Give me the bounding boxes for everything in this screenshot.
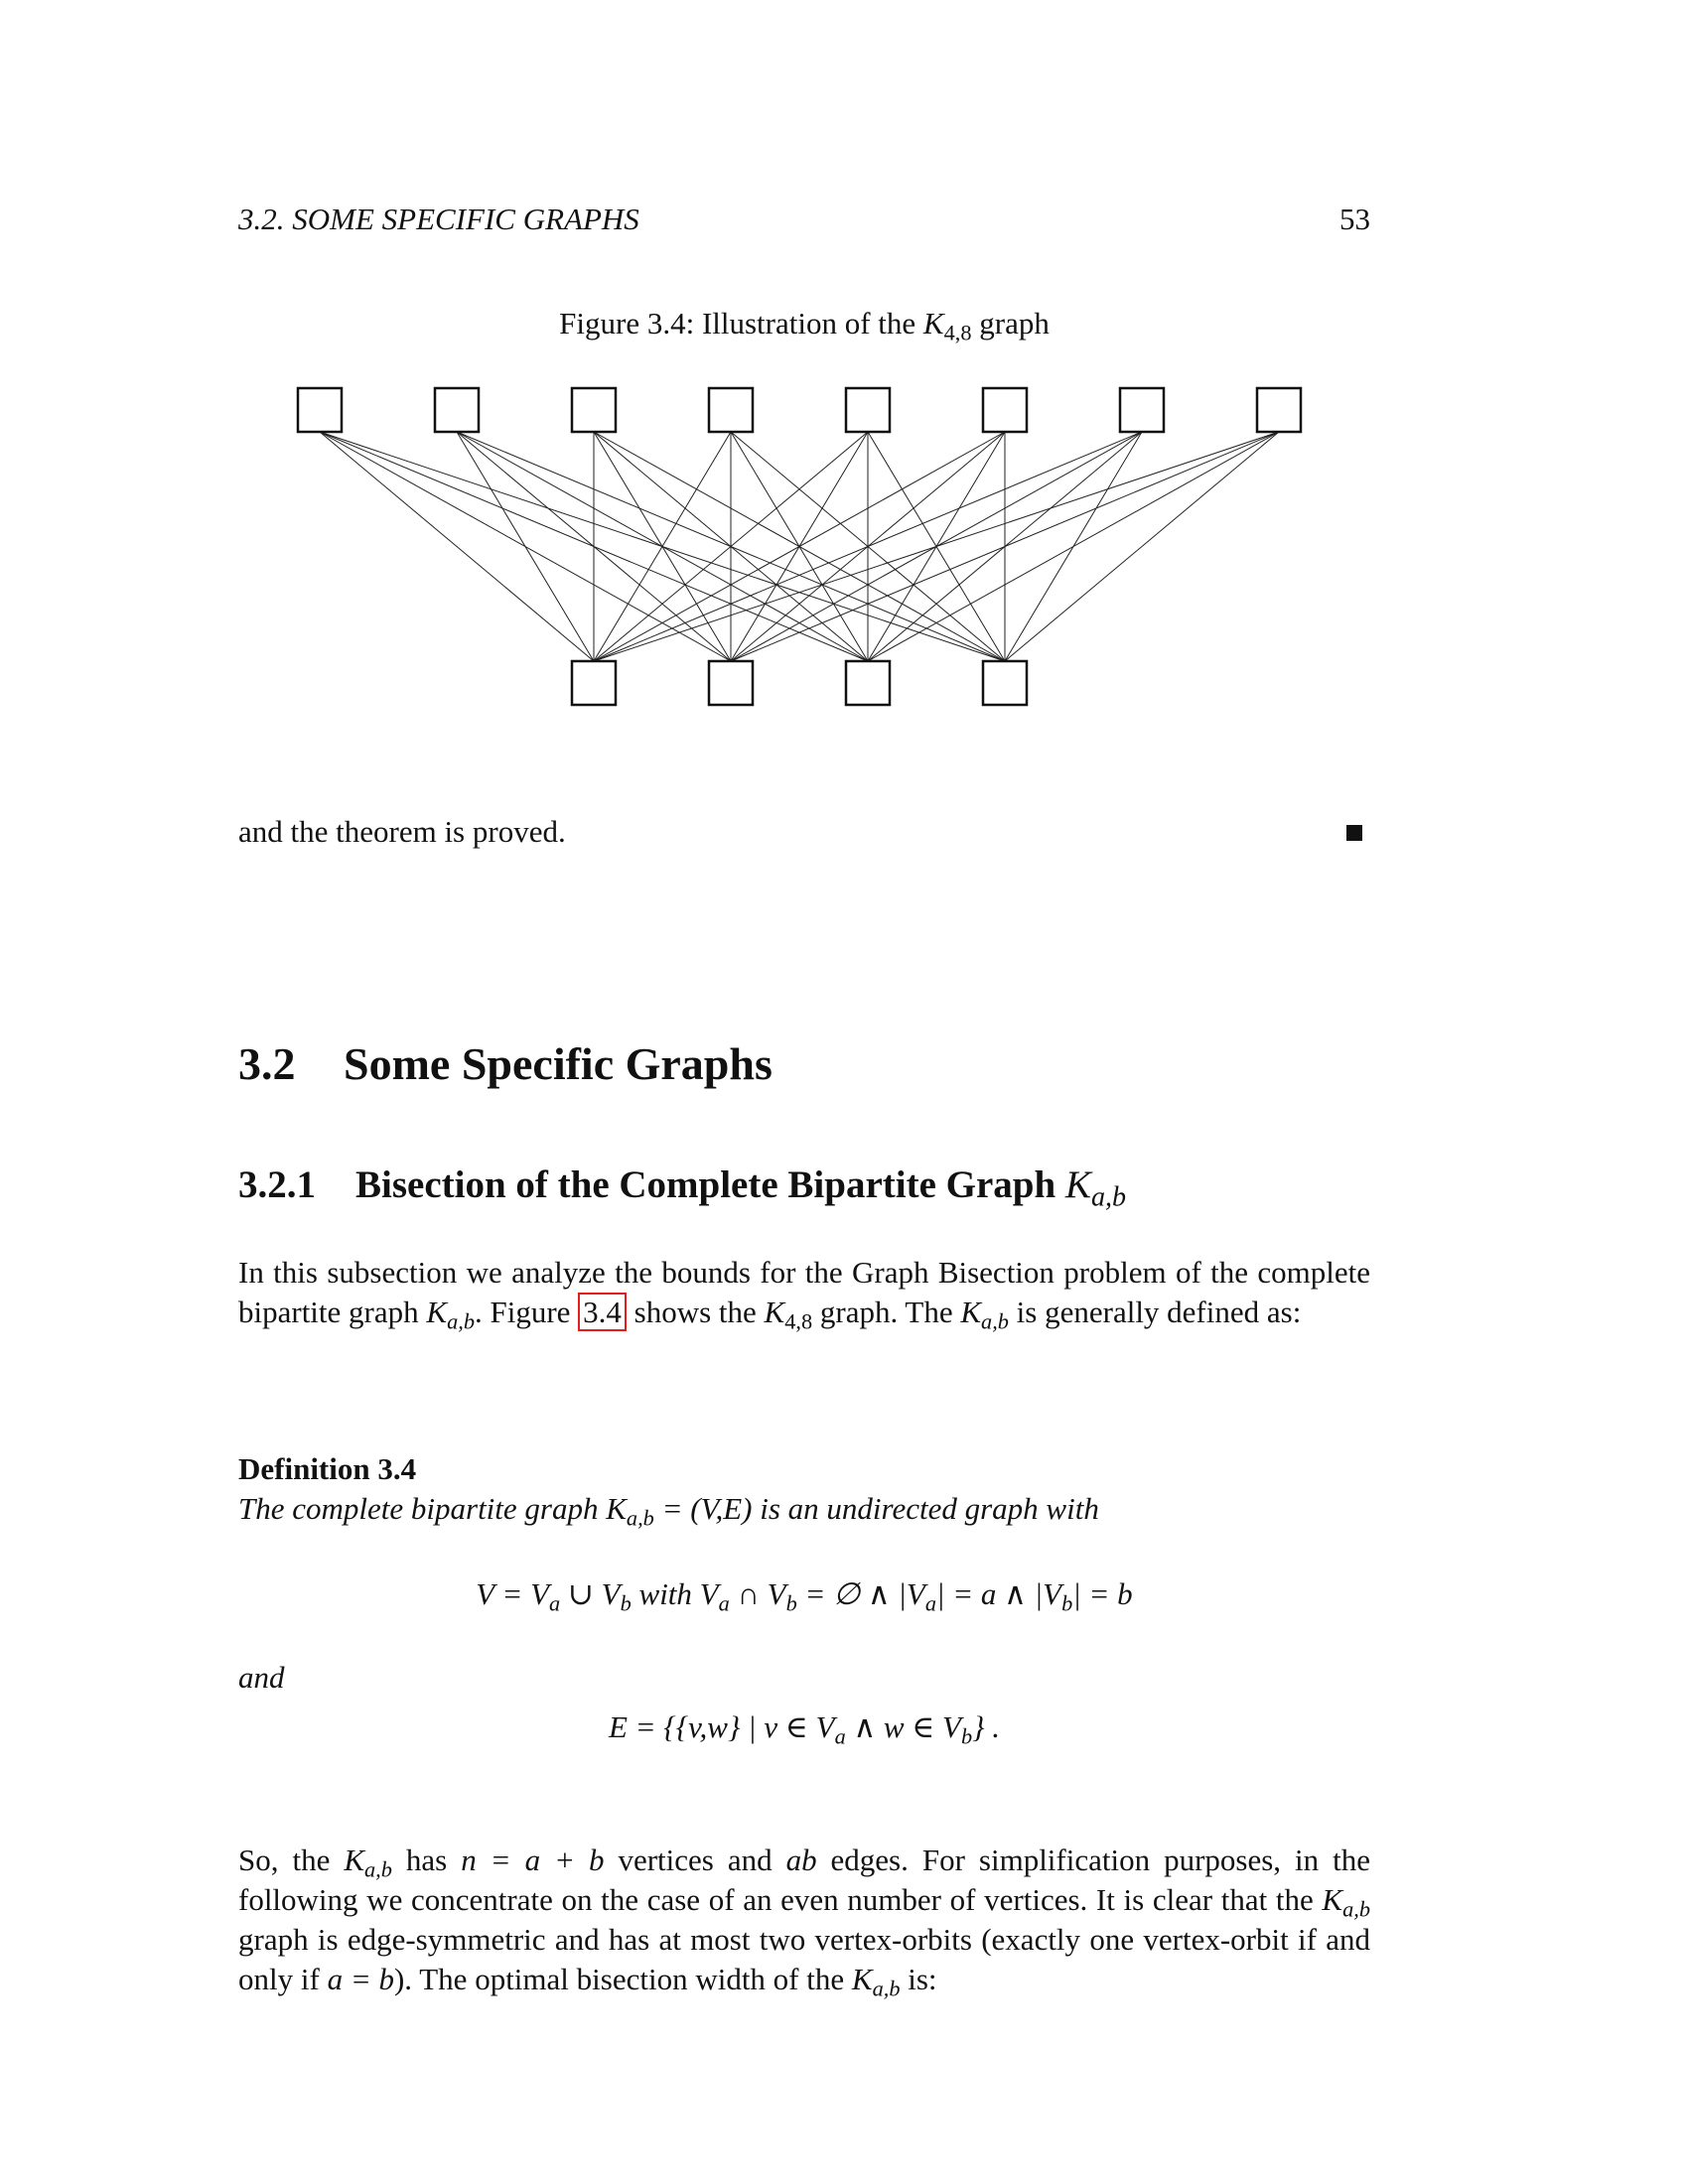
graph-edge	[457, 432, 594, 661]
graph-edge	[594, 432, 1279, 661]
top-vertex	[1120, 388, 1164, 432]
top-vertex	[846, 388, 890, 432]
top-vertex	[298, 388, 342, 432]
bottom-vertex	[572, 661, 616, 705]
subsection-title: Bisection of the Complete Bipartite Graph	[355, 1163, 1065, 1206]
top-vertex	[1257, 388, 1301, 432]
top-vertex	[435, 388, 479, 432]
edge-set-equation: E = {{v,w} | v ∈ $V_a$ ∧ w ∈ $V_b$} .	[608, 1709, 1001, 1749]
vertex-set-equation: $V = V_a$ ∪ $V_b$ with $V_a$ ∩ $V_b$ = ∅ ∧ $|V_a| = a$ ∧ $|V_b| = b$	[476, 1576, 1133, 1616]
page-number: 53	[1339, 202, 1370, 236]
section-title: Some Specific Graphs	[344, 1038, 773, 1089]
section-number: 3.2	[238, 1038, 296, 1089]
figure-caption: Figure 3.4: Illustration of the $K_{4,8}$ graph	[559, 306, 1050, 345]
section-heading	[238, 1037, 773, 1090]
top-vertex	[709, 388, 753, 432]
graph-edge	[1005, 432, 1279, 661]
running-title: 3.2. SOME SPECIFIC GRAPHS	[238, 202, 639, 236]
top-vertex	[572, 388, 616, 432]
bottom-vertex	[846, 661, 890, 705]
subsection-number: 3.2.1	[238, 1163, 316, 1206]
bottom-vertex	[983, 661, 1027, 705]
definition-and: and	[238, 1660, 285, 1695]
subsection-heading: 3.2.1 Bisection of the Complete Bipartite Graph $K_{a,b}$	[238, 1163, 1127, 1213]
k48-graph-figure	[238, 367, 1370, 725]
top-vertex	[983, 388, 1027, 432]
definition-statement: The complete bipartite graph $K_{a,b} = (V,E)$ is an undirected graph with	[238, 1491, 1099, 1531]
figure-reference-link[interactable]: 3.4	[578, 1293, 627, 1331]
definition-label: Definition 3.4	[238, 1451, 417, 1486]
intro-paragraph: In this subsection we analyze the bounds for the Graph Bisection problem of the complete bipartite graph $K_{a,b}$. Figure 3.4 shows the $K_{4,8}$ graph. The $K_{a,b}$ is generally defined as:	[238, 1255, 1370, 1334]
graph-edge	[868, 432, 1279, 661]
analysis-paragraph: So, the $K_{a,b}$ has n = a + b vertices and ab edges. For simplification purposes, in the following we concentrate on the case of an even number of vertices. It is clear that the $K_{a,b}$ graph is edge-symmetric and has at most two vertex-orbits (exactly one vertex-orbit if and only if a = b). The optimal bisection width of the $K_{a,b}$ is:	[238, 1843, 1370, 2001]
graph-edge	[320, 432, 594, 661]
running-header	[238, 202, 1370, 237]
proof-end-line	[238, 814, 1370, 850]
bottom-vertex	[709, 661, 753, 705]
proof-end-text: and the theorem is proved.	[238, 814, 566, 849]
qed-square-icon	[1346, 825, 1362, 841]
